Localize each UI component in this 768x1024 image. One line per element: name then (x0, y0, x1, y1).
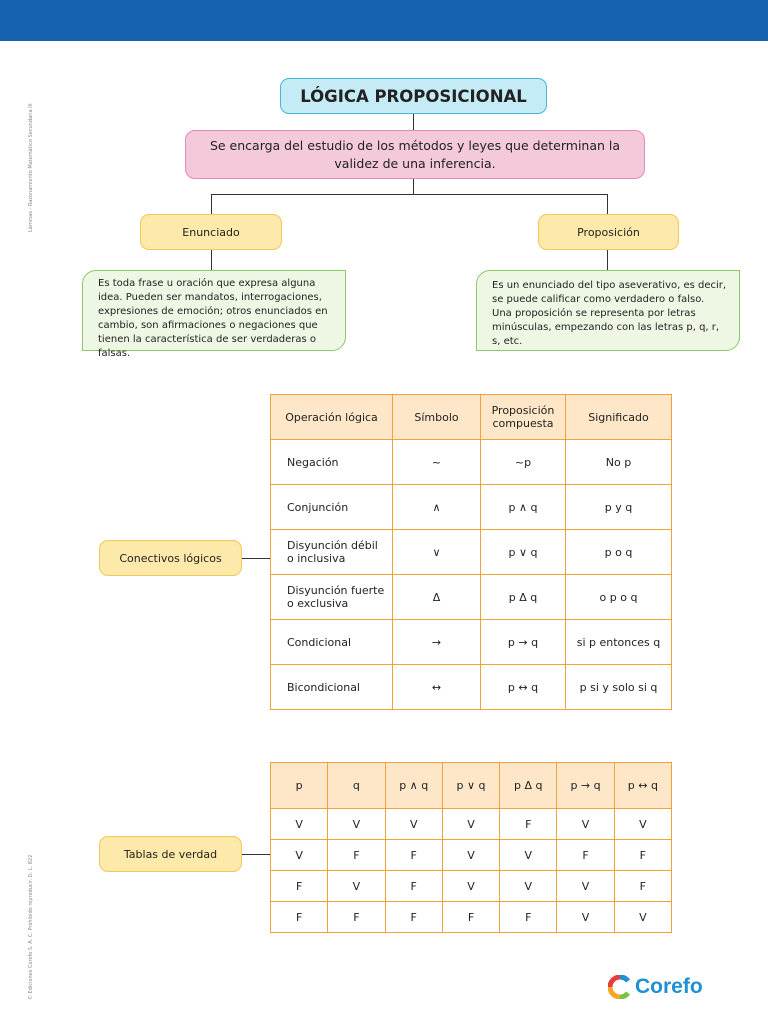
enunciado-label: Enunciado (140, 214, 282, 250)
tablas-label: Tablas de verdad (99, 836, 242, 872)
table-cell: Conjunción (271, 485, 393, 530)
header-cell: p ↔ q (614, 763, 671, 809)
table-cell: F (614, 871, 671, 902)
table-cell: F (500, 902, 557, 933)
table-cell: p ∧ q (481, 485, 566, 530)
table-cell: V (385, 809, 442, 840)
connector-proposicion-text (607, 250, 608, 270)
table-cell: F (385, 902, 442, 933)
table-cell: V (500, 840, 557, 871)
table-cell: V (328, 871, 385, 902)
table-cell: F (328, 840, 385, 871)
table-row (271, 809, 672, 840)
table-cell: p Δ q (481, 575, 566, 620)
table-row (271, 440, 672, 485)
header-cell: Significado (566, 395, 672, 440)
table-cell: F (442, 902, 499, 933)
table-cell: ↔ (393, 665, 481, 710)
table-cell: Negación (271, 440, 393, 485)
table-row (271, 840, 672, 871)
truth-table (270, 762, 672, 933)
connector-enunciado-text (211, 250, 212, 270)
top-bar (0, 0, 768, 41)
conectivos-label: Conectivos lógicos (99, 540, 242, 576)
connector-horizontal (211, 194, 608, 195)
table-cell: No p (566, 440, 672, 485)
table-cell: si p entonces q (566, 620, 672, 665)
table-cell: ∨ (393, 530, 481, 575)
proposicion-label: Proposición (538, 214, 679, 250)
table-row (271, 530, 672, 575)
header-cell: p ∧ q (385, 763, 442, 809)
table-header-row (271, 763, 672, 809)
header-cell: p → q (557, 763, 614, 809)
table-cell: V (557, 902, 614, 933)
enunciado-description: Es toda frase u oración que expresa alguna idea. Pueden ser mandatos, interrogaciones, expresiones de emoción; otros enunciados en cambio, son afirmaciones o negaciones que tienen la característica de ser verdaderas o falsas. (82, 270, 346, 351)
table-cell: ~ (393, 440, 481, 485)
header-cell: Proposición compuesta (481, 395, 566, 440)
table-cell: ~p (481, 440, 566, 485)
corefo-logo-text: Corefo (635, 975, 703, 998)
table-cell: F (385, 840, 442, 871)
table-cell: F (328, 902, 385, 933)
header-cell: p Δ q (500, 763, 557, 809)
table-cell: F (271, 902, 328, 933)
table-cell: Condicional (271, 620, 393, 665)
table-cell: F (557, 840, 614, 871)
table-cell: p y q (566, 485, 672, 530)
connector-right-branch (607, 194, 608, 214)
table-cell: V (557, 809, 614, 840)
table-cell: V (500, 871, 557, 902)
table-cell: V (614, 902, 671, 933)
table-cell: o p o q (566, 575, 672, 620)
table-cell: V (614, 809, 671, 840)
table-row (271, 665, 672, 710)
table-row (271, 902, 672, 933)
table-cell: F (500, 809, 557, 840)
header-cell: p (271, 763, 328, 809)
table-header-row (271, 395, 672, 440)
table-cell: V (557, 871, 614, 902)
header-cell: p ∨ q (442, 763, 499, 809)
table-row (271, 575, 672, 620)
table-cell: V (442, 871, 499, 902)
table-cell: → (393, 620, 481, 665)
connector-tablas (242, 854, 270, 855)
connectives-table (270, 394, 672, 710)
table-cell: V (271, 840, 328, 871)
table-cell: V (271, 809, 328, 840)
table-cell: Disyunción débil o inclusiva (271, 530, 393, 575)
table-cell: F (385, 871, 442, 902)
proposicion-description: Es un enunciado del tipo aseverativo, es decir, se puede calificar como verdadero o falso. Una proposición se representa por letras minúsculas, empezando con las letras p, q, r, s, etc. (476, 270, 740, 351)
table-row (271, 485, 672, 530)
table-cell: ∧ (393, 485, 481, 530)
connector-left-branch (211, 194, 212, 214)
side-caption-top: Láminas - Razonamiento Matemático Secundaria III (28, 103, 34, 232)
table-cell: F (271, 871, 328, 902)
connector-definition-down (413, 179, 414, 195)
table-row (271, 620, 672, 665)
corefo-logo (608, 975, 703, 999)
table-cell: V (442, 840, 499, 871)
page-title: LÓGICA PROPOSICIONAL (280, 78, 547, 114)
corefo-logo-icon (608, 975, 632, 999)
table-cell: p ↔ q (481, 665, 566, 710)
header-cell: Operación lógica (271, 395, 393, 440)
table-cell: p si y solo si q (566, 665, 672, 710)
side-caption-copyright: © Ediciones Corefo S. A. C. Prohibido reproducir. D. L. 822 (28, 854, 34, 1000)
table-cell: p ∨ q (481, 530, 566, 575)
connector-conectivos (242, 558, 270, 559)
table-cell: Δ (393, 575, 481, 620)
table-cell: F (614, 840, 671, 871)
table-cell: p → q (481, 620, 566, 665)
table-cell: V (442, 809, 499, 840)
header-cell: q (328, 763, 385, 809)
table-cell: p o q (566, 530, 672, 575)
connector-title-definition (413, 114, 414, 130)
table-cell: Bicondicional (271, 665, 393, 710)
table-cell: Disyunción fuerte o exclusiva (271, 575, 393, 620)
table-cell: V (328, 809, 385, 840)
table-row (271, 871, 672, 902)
header-cell: Símbolo (393, 395, 481, 440)
definition-box: Se encarga del estudio de los métodos y leyes que determinan la validez de una inferencia. (185, 130, 645, 179)
